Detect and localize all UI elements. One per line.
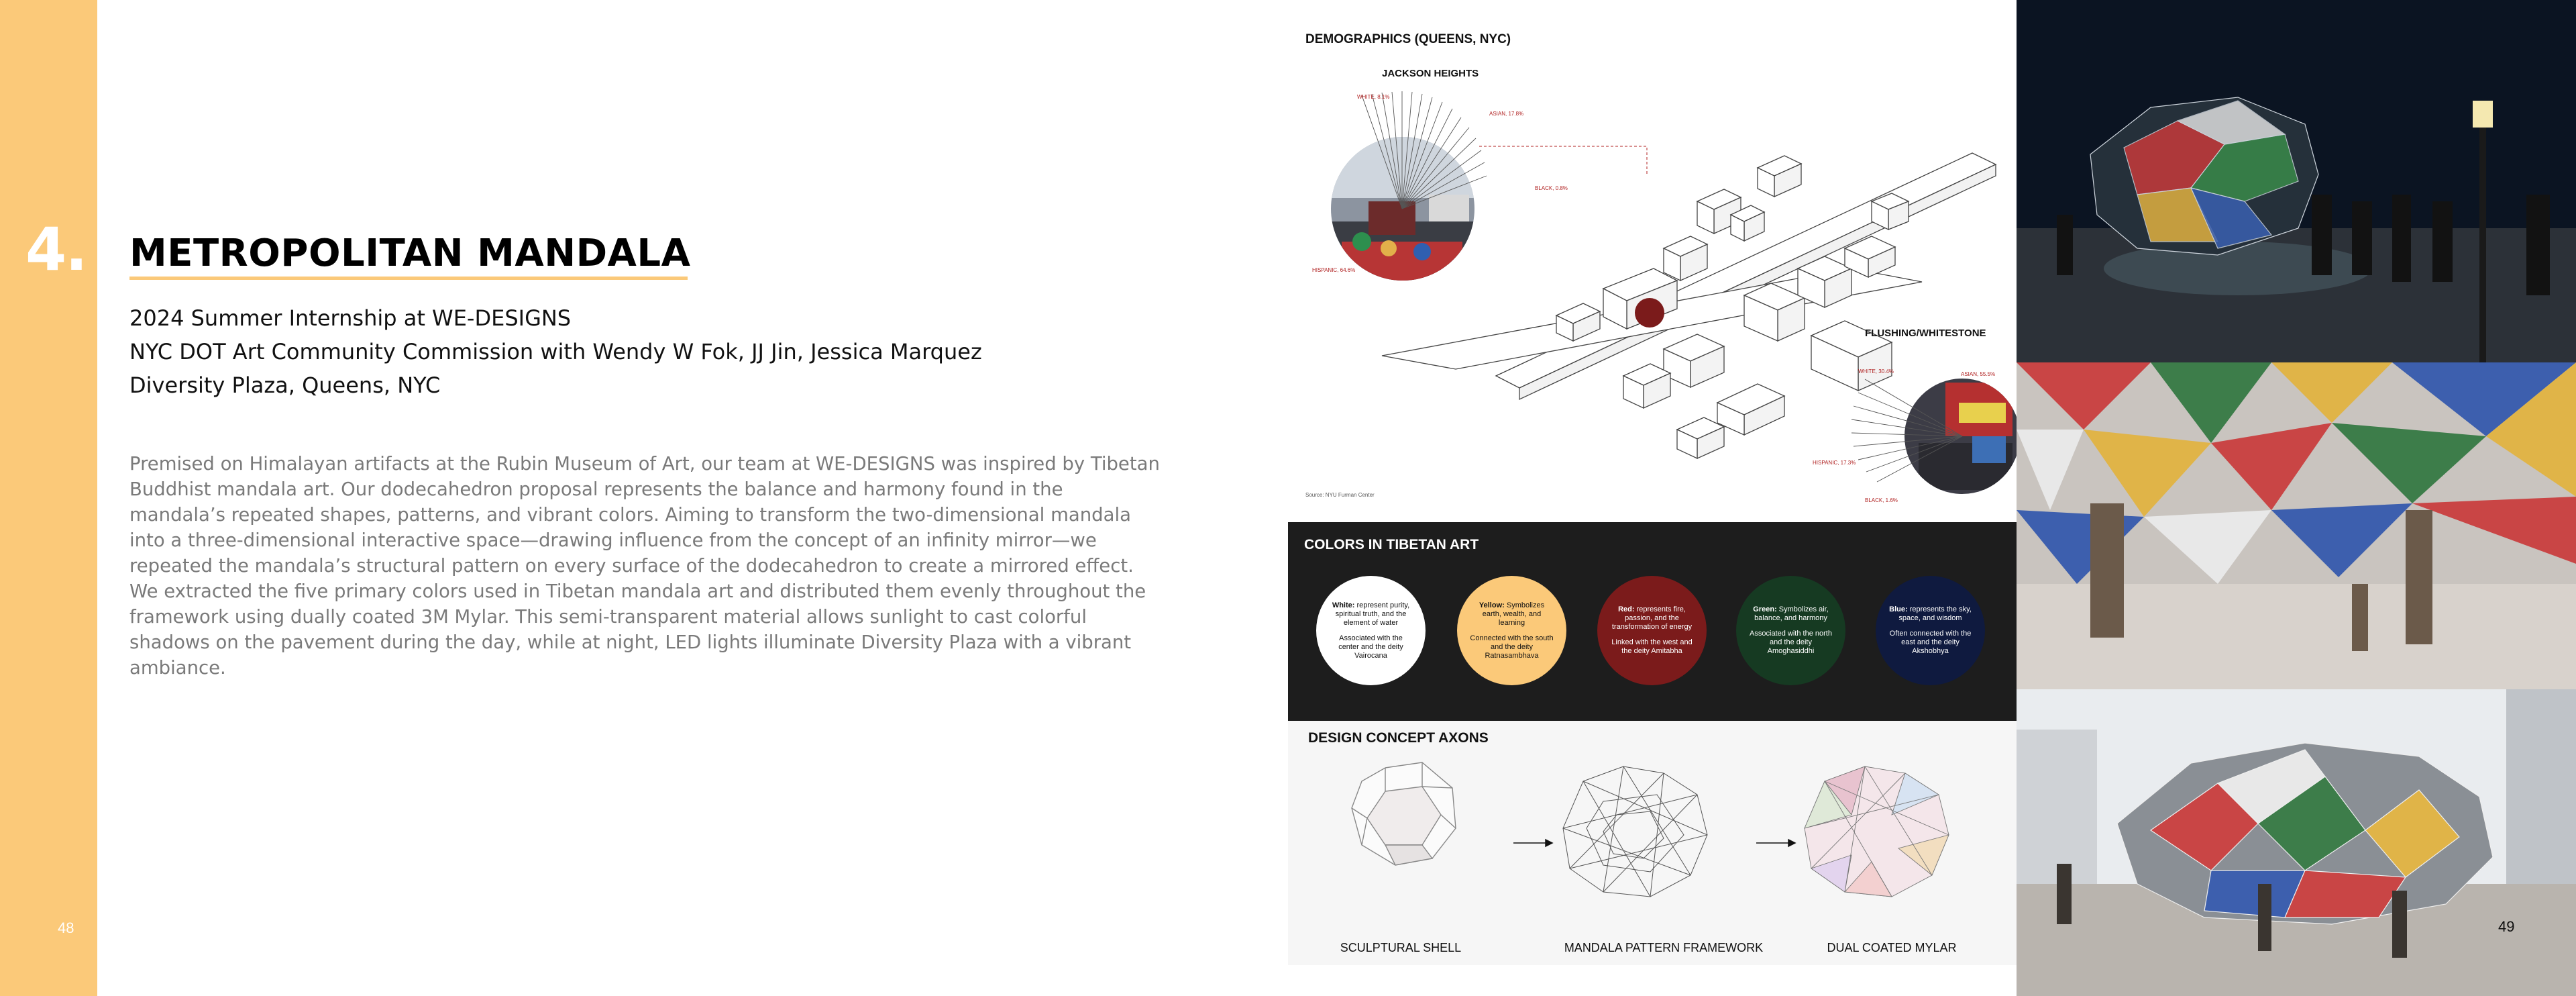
color-name: White: bbox=[1332, 601, 1355, 609]
color-name: Green: bbox=[1753, 605, 1777, 613]
color-description bbox=[1888, 605, 1973, 623]
color-association: Connected with the south and the deity Ratnasambhava bbox=[1470, 634, 1554, 660]
interior-render-photo bbox=[2017, 362, 2576, 689]
caption-sculptural-shell: SCULPTURAL SHELL bbox=[1340, 941, 1462, 954]
color-description bbox=[1748, 605, 1833, 623]
caption-dual-coated-mylar: DUAL COATED MYLAR bbox=[1827, 941, 1957, 954]
fw-black-label: BLACK, 1.6% bbox=[1865, 497, 1898, 503]
color-circle-blue bbox=[1876, 576, 1985, 685]
color-circle-green bbox=[1736, 576, 1845, 685]
demographics-title: DEMOGRAPHICS (QUEENS, NYC) bbox=[1305, 32, 1511, 46]
axon-diagrams bbox=[1288, 721, 2017, 965]
jh-hispanic-label: HISPANIC, 64.6% bbox=[1312, 267, 1356, 273]
chapter-number: 4. bbox=[25, 215, 87, 284]
color-meaning: Symbolizes earth, wealth, and learning bbox=[1482, 601, 1545, 627]
mandala-framework-axon bbox=[1563, 766, 1707, 897]
jh-black-label: BLACK, 0.8% bbox=[1535, 185, 1568, 191]
demographics-source: Source: NYU Furman Center bbox=[1305, 492, 1375, 498]
subtitle-internship: 2024 Summer Internship at WE-DESIGNS bbox=[129, 305, 572, 331]
caption-mandala-framework: MANDALA PATTERN FRAMEWORK bbox=[1564, 941, 1764, 954]
night-render-photo bbox=[2017, 0, 2576, 362]
color-association: Often connected with the east and the deity Akshobhya bbox=[1889, 630, 1972, 655]
site-marker bbox=[1635, 298, 1664, 328]
color-association: Linked with the west and the deity Amitabha bbox=[1611, 638, 1693, 655]
color-association: Associated with the center and the deity Vairocana bbox=[1338, 634, 1403, 660]
axonometric-city bbox=[1382, 153, 1996, 458]
colors-title: COLORS IN TIBETAN ART bbox=[1304, 537, 1479, 552]
axons-panel bbox=[1288, 721, 2017, 965]
fw-hispanic-label: HISPANIC, 17.3% bbox=[1813, 460, 1856, 466]
color-meaning: Symbolizes air, balance, and harmony bbox=[1754, 605, 1829, 622]
project-description: Premised on Himalayan artifacts at the Rubin Museum of Art, our team at WE-DESIGNS was inspired by Tibetan Buddhist mandala art. Our dodecahedron proposal represents the balance and harmony found in the mandala’s repeated shapes, patterns, and vibrant colors. Aiming to transform the two-dimensional mandala into a three-dimensional interactive space—drawing influence from the concept of an infinity mirror—we repeated the mandala’s structural pattern on every surface of the dodecahedron to create a mirrored effect. We extracted the five primary colors used in Tibetan mandala art and distributed them evenly throughout the framework using dually coated 3M Mylar. This semi-transparent material allows sunlight to cast colorful shadows on the pavement during the day, while at night, LED lights illuminate Diversity Plaza with a vibrant ambiance. bbox=[129, 453, 1160, 679]
color-circle-red bbox=[1597, 576, 1707, 685]
chapter-strip bbox=[0, 0, 97, 996]
subtitle-location: Diversity Plaza, Queens, NYC bbox=[129, 372, 441, 398]
page-number-left: 48 bbox=[58, 919, 74, 936]
color-circle-white bbox=[1316, 576, 1426, 685]
jh-asian-label: ASIAN, 17.8% bbox=[1489, 111, 1524, 117]
color-description bbox=[1469, 601, 1554, 628]
color-association: Associated with the north and the deity Amoghasiddhi bbox=[1750, 630, 1832, 655]
jackson-heights-label: JACKSON HEIGHTS bbox=[1382, 68, 1479, 79]
subtitle-commission: NYC DOT Art Community Commission with Wendy W Fok, JJ Jin, Jessica Marquez bbox=[129, 339, 982, 364]
page-number-right: 49 bbox=[2498, 918, 2515, 935]
color-meaning: represents fire, passion, and the transformation of energy bbox=[1611, 605, 1693, 631]
fw-white-label: WHITE, 30.4% bbox=[1858, 368, 1894, 375]
fw-asian-label: ASIAN, 55.5% bbox=[1961, 371, 1996, 377]
color-meaning: represent purity, spiritual truth, and the element of water bbox=[1335, 601, 1410, 627]
axon-arrows bbox=[1513, 840, 1795, 846]
sculptural-shell-axon bbox=[1352, 762, 1456, 865]
dual-coated-mylar-axon bbox=[1805, 766, 1949, 897]
jh-white-label: WHITE, 8.1% bbox=[1357, 94, 1390, 100]
color-meaning: represents the sky, space, and wisdom bbox=[1898, 605, 1972, 622]
color-description bbox=[1328, 601, 1413, 628]
demographics-map bbox=[1288, 0, 2017, 522]
color-name: Blue: bbox=[1889, 605, 1908, 613]
project-title: METROPOLITAN MANDALA bbox=[129, 232, 691, 275]
flushing-label: FLUSHING/WHITESTONE bbox=[1865, 328, 1986, 339]
axons-title: DESIGN CONCEPT AXONS bbox=[1308, 730, 1489, 746]
color-name: Red: bbox=[1618, 605, 1635, 613]
day-render-photo bbox=[2017, 689, 2576, 996]
jackson-heights-pie bbox=[1328, 134, 1483, 289]
colors-panel bbox=[1288, 522, 2017, 721]
color-circle-yellow bbox=[1457, 576, 1566, 685]
color-description bbox=[1609, 605, 1695, 632]
leader-line bbox=[1479, 146, 1647, 176]
color-name: Yellow: bbox=[1479, 601, 1505, 609]
title-underline bbox=[129, 277, 688, 280]
demographics-panel bbox=[1288, 0, 2017, 522]
